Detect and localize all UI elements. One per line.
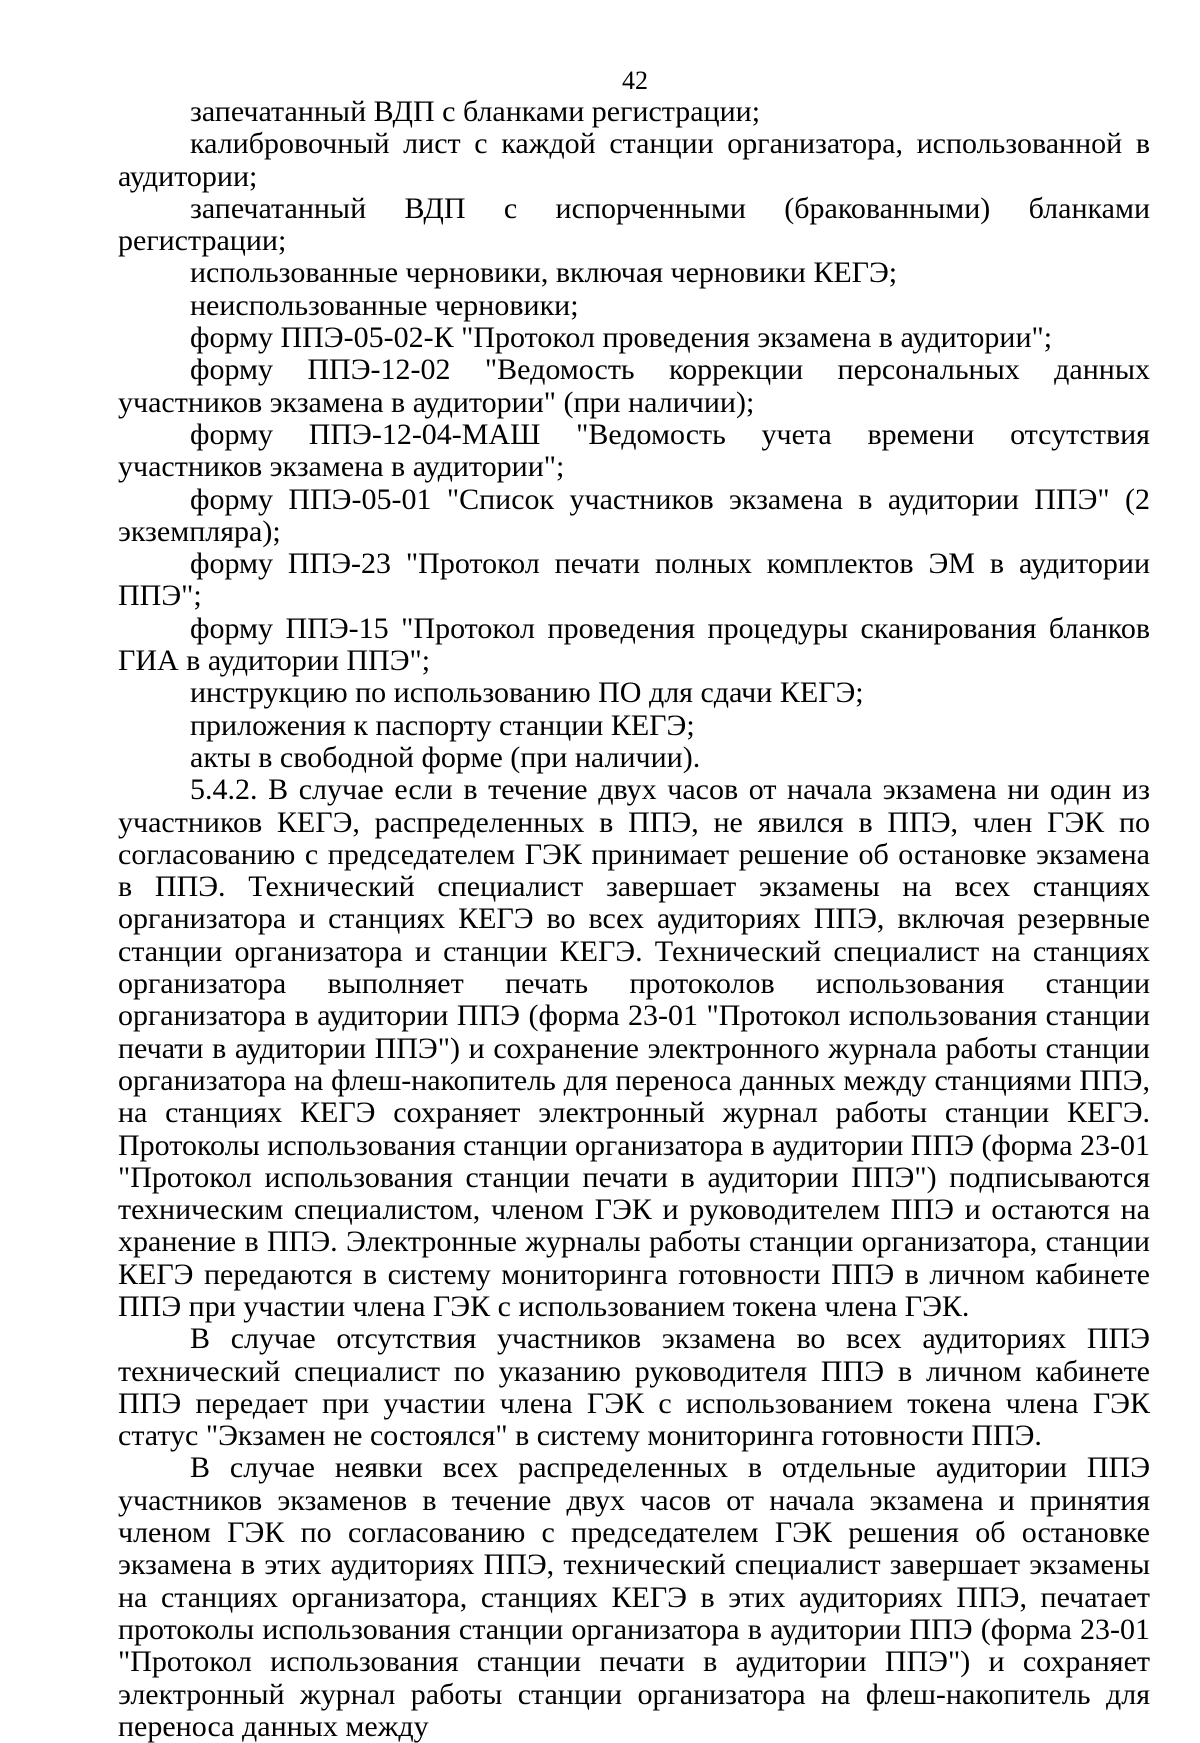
paragraph: приложения к паспорту станции КЕГЭ; (190, 708, 695, 742)
paragraph: форму ППЭ-12-04-МАШ "Ведомость учета времени отсутствия участников экзамена в аудитории"; (118, 417, 1150, 484)
paragraph: форму ППЭ-05-01 "Список участников экзамена в аудитории ППЭ" (2 экземпляра); (118, 482, 1150, 548)
paragraph: форму ППЭ-05-02-К "Протокол проведения экзамена в аудитории"; (190, 321, 1053, 355)
page-number: 42 (622, 66, 648, 95)
paragraph: акты в свободной форме (при наличии). (190, 740, 701, 774)
paragraph: использованные черновики, включая черновики КЕГЭ; (190, 256, 898, 290)
paragraph: запечатанный ВДП с испорченными (бракованными) бланками регистрации; (118, 191, 1150, 258)
paragraph: неиспользованные черновики; (190, 288, 579, 322)
document-body (118, 96, 1150, 1743)
paragraph: 5.4.2. В случае если в течение двух часов от начала экзамена ни один из участников КЕГЭ, распределенных в ППЭ, не явился в ППЭ, член ГЭК по согласованию с председателем ГЭК принимает решение об остановке экзамена в ППЭ. Технический специалист завершает экзамены на всех станциях организатора и станциях КЕГЭ во всех аудиториях ППЭ, включая резервные станции организатора и станции КЕГЭ. Технический специалист на станциях организатора выполняет печать протоколов использования станции организатора в аудитории ППЭ (форма 23-01 "Протокол использования станции печати в аудитории ППЭ") и сохранение электронного журнала работы станции организатора на флеш-накопитель для переноса данных между станциями ППЭ, на станциях КЕГЭ сохраняет электронный журнал работы станции КЕГЭ. Протоколы использования станции организатора в аудитории ППЭ (форма 23-01 "Протокол использования станции печати в аудитории ППЭ") подписываются техническим специалистом, членом ГЭК и руководителем ППЭ и остаются на хранение в ППЭ. Электронные журналы работы станции организатора, станции КЕГЭ передаются в систему мониторинга готовности ППЭ в личном кабинете ППЭ при участии члена ГЭК с использованием токена члена ГЭК. (118, 773, 1150, 1323)
paragraph: запечатанный ВДП с бланками регистрации; (190, 95, 761, 128)
paragraph: форму ППЭ-15 "Протокол проведения процедуры сканирования бланков ГИА в аудитории ППЭ"; (118, 611, 1150, 678)
paragraph: калибровочный лист с каждой станции организатора, использованной в аудитории; (118, 127, 1150, 193)
paragraph: В случае отсутствия участников экзамена во всех аудиториях ППЭ технический специалист по указанию руководителя ППЭ в личном кабинете ППЭ передает при участии члена ГЭК с использованием токена члена ГЭК статус "Экзамен не состоялся" в систему мониторинга готовности ППЭ. (118, 1322, 1150, 1453)
paragraph: форму ППЭ-12-02 "Ведомость коррекции персональных данных участников экзамена в аудитории" (при наличии); (118, 353, 1150, 419)
paragraph: В случае неявки всех распределенных в отдельные аудитории ППЭ участников экзаменов в течение двух часов от начала экзамена и принятия членом ГЭК по согласованию с председателем ГЭК решения об остановке экзамена в этих аудиториях ППЭ, технический специалист завершает экзамены на станциях организатора, станциях КЕГЭ в этих аудиториях ППЭ, печатает протоколы использования станции организатора в аудитории ППЭ (форма 23-01 "Протокол использования станции печати в аудитории ППЭ") и сохраняет электронный журнал работы станции организатора на флеш-накопитель для переноса данных между (118, 1451, 1150, 1743)
paragraph: форму ППЭ-23 "Протокол печати полных комплектов ЭМ в аудитории ППЭ"; (118, 547, 1150, 613)
paragraph: инструкцию по использованию ПО для сдачи КЕГЭ; (190, 676, 864, 710)
